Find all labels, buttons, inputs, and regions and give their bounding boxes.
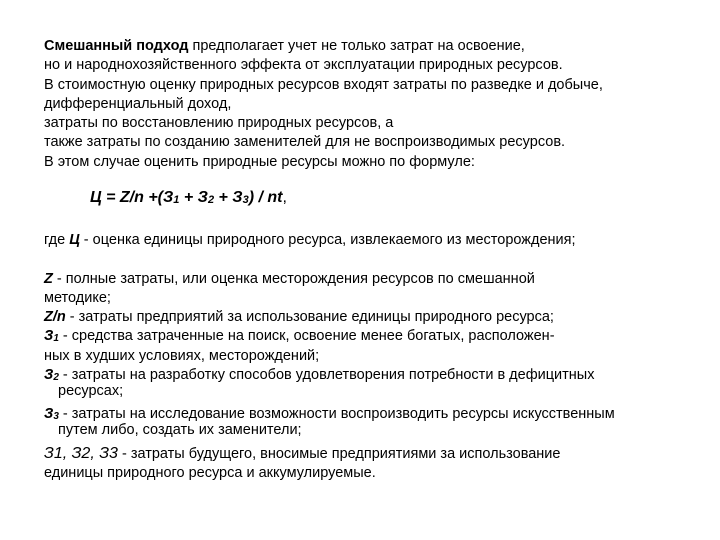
intro-line-3: В стоимостную оценку природных ресурсов входят затраты по разведке и добыче, (44, 76, 603, 93)
formula-plus-1: + З (179, 189, 208, 206)
formula-sub-1: 1 (173, 194, 180, 206)
where-line (44, 232, 576, 248)
def-z1-cont: ных в худших условиях, месторождений; (44, 348, 320, 364)
def-z2-symbol (44, 367, 59, 383)
intro-line-6: также затраты по созданию заменителей для не воспроизводимых ресурсов. (44, 134, 566, 151)
def-future-text: - затраты будущего, вносимые предприятиями за использование (117, 446, 561, 462)
def-z3-text: - затраты на исследование возможности воспроизводить ресурсы искусственным (58, 406, 615, 422)
formula-sub-3: 3 (242, 194, 249, 206)
def-future-cont: единицы природного ресурса и аккумулируемые. (44, 465, 376, 481)
def-future-symbols: З1, З2, З3 (44, 445, 118, 462)
def-z3-cont: путем либо, создать их заменители; (58, 422, 302, 438)
def-z2-text: - затраты на разработку способов удовлетворения потребности в дефицитных (58, 367, 595, 383)
intro-line-1 (44, 37, 704, 56)
where-symbol: Ц (69, 232, 80, 248)
def-z3-symbol (44, 406, 59, 422)
def-zn-text: - затраты предприятий за использование единицы природного ресурса; (65, 309, 554, 325)
intro-line-7: В этом случае оценить природные ресурсы можно по формуле: (44, 153, 475, 170)
intro-line-2: но и народнохозяйственного эффекта от эксплуатации природных ресурсов. (44, 57, 563, 74)
formula-left: Ц = Z/n +(З (90, 189, 174, 206)
def-z-symbol: Z (44, 271, 53, 287)
def-z1-symbol (44, 328, 59, 344)
def-future (44, 444, 704, 464)
formula-sub-2: 2 (207, 194, 215, 206)
intro-line-5: затраты по восстановлению природных ресурсов, а (44, 115, 394, 132)
def-z (44, 270, 704, 289)
def-z1-sub: 1 (53, 333, 59, 344)
intro-line-4: дифференциальный доход, (44, 95, 232, 112)
def-zn (44, 308, 704, 327)
def-z1 (44, 327, 704, 347)
def-z3-base: З (44, 406, 54, 422)
where-prefix: где (44, 232, 70, 248)
intro-line-1-rest: предполагает учет не только затрат на освоение, (188, 38, 525, 54)
price-formula (90, 189, 287, 207)
intro-term: Смешанный подход (44, 38, 189, 54)
formula-tail: , (282, 189, 287, 206)
def-z3-sub: 3 (53, 411, 59, 422)
formula-plus-2: + З (214, 189, 243, 206)
def-z2-sub: 2 (53, 372, 59, 383)
definitions-list (44, 270, 704, 483)
def-z-text: - полные затраты, или оценка месторождения ресурсов по смешанной (52, 271, 535, 287)
formula-right: ) / nt (248, 189, 283, 206)
def-z-cont: методике; (44, 290, 111, 306)
intro-paragraph (44, 37, 704, 172)
def-z2-cont: ресурсах; (58, 383, 124, 399)
def-zn-symbol: Z/n (44, 309, 66, 325)
def-z2-base: З (44, 367, 54, 383)
def-z1-text: - средства затраченные на поиск, освоение менее богатых, расположен- (58, 328, 555, 344)
where-text: - оценка единицы природного ресурса, извлекаемого из месторождения; (79, 232, 576, 248)
def-z1-base: З (44, 328, 54, 344)
